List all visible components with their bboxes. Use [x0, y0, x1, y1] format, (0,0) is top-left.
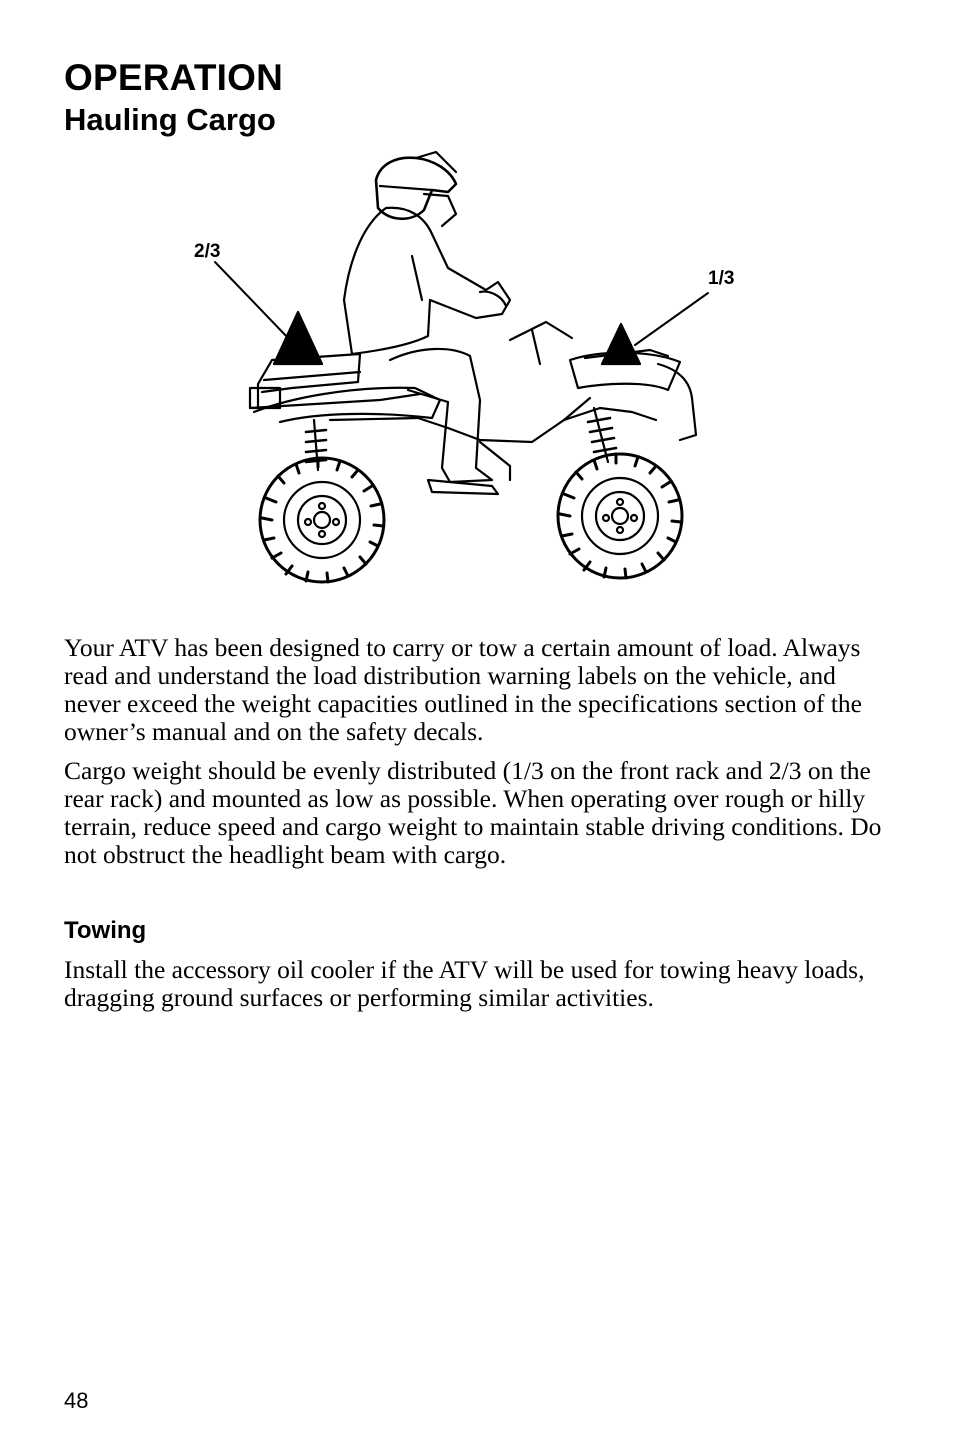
- front-load-label: 1/3: [708, 268, 735, 289]
- page-number: 48: [64, 1388, 89, 1413]
- paragraph-weight-distribution: Cargo weight should be evenly distributed (1/3 on the front rack and 2/3 on the rear rack) and mounted as low as possible. When operating over rough or hilly terrain, reduce speed and cargo weight to maintain stable driving conditions. Do not obstruct the headlight beam with cargo.: [64, 756, 882, 869]
- section-title: OPERATION: [64, 57, 284, 98]
- subsection-title: Hauling Cargo: [64, 102, 276, 137]
- paragraph-load-capacity: Your ATV has been designed to carry or tow a certain amount of load. Always read and understand the load distribution warning labels on the vehicle, and never exceed the weight capacities outlined in the specifications section of the owner’s manual and on the safety decals.: [64, 633, 862, 746]
- atv-cargo-illustration: [180, 150, 760, 590]
- rear-load-label: 2/3: [194, 241, 221, 262]
- paragraph-towing: Install the accessory oil cooler if the ATV will be used for towing heavy loads, dragging ground surfaces or performing similar activities.: [64, 955, 865, 1012]
- towing-heading: Towing: [64, 917, 147, 944]
